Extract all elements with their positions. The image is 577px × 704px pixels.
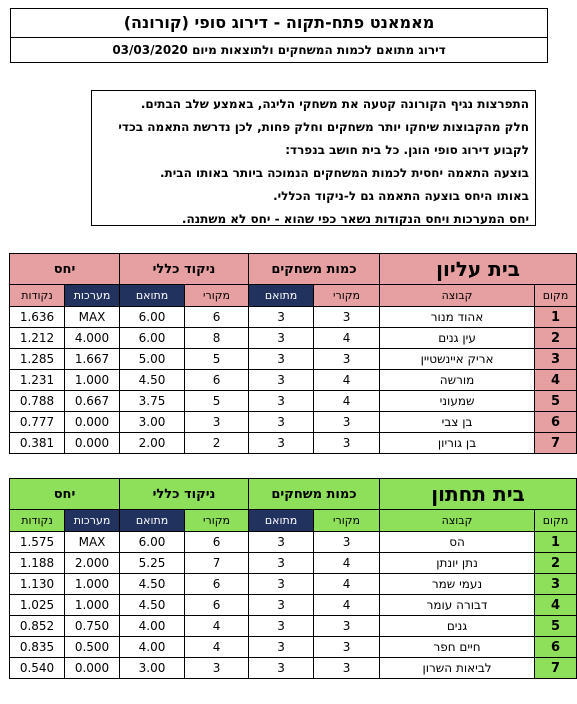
score-adjusted-cell: 3.75 bbox=[120, 391, 185, 412]
team-cell: נתן יונתן bbox=[380, 553, 535, 574]
score-original-cell: 4 bbox=[185, 616, 249, 637]
score-original-cell: 3 bbox=[185, 412, 249, 433]
explanation-box bbox=[91, 90, 536, 226]
games-original-cell: 4 bbox=[314, 370, 380, 391]
sets-ratio-cell: 1.000 bbox=[65, 595, 120, 616]
games-adjusted-cell: 3 bbox=[249, 595, 314, 616]
rank-cell: 2 bbox=[535, 328, 577, 349]
table-row bbox=[10, 574, 577, 595]
document-subtitle: דירוג מתואם לכמות המשחקים ולתוצאות מיום 03/03/2020 bbox=[112, 43, 446, 57]
games-original-cell: 3 bbox=[314, 637, 380, 658]
games-original-cell: 4 bbox=[314, 574, 380, 595]
table-row bbox=[10, 349, 577, 370]
score-adjusted-cell: 5.25 bbox=[120, 553, 185, 574]
table-row bbox=[10, 412, 577, 433]
games-original-cell: 3 bbox=[314, 307, 380, 328]
rank-cell: 2 bbox=[535, 553, 577, 574]
team-cell: הס bbox=[380, 532, 535, 553]
games-adjusted-header: מתואם bbox=[249, 285, 314, 307]
score-adjusted-cell: 4.50 bbox=[120, 370, 185, 391]
sets-ratio-cell: 0.000 bbox=[65, 412, 120, 433]
column-header-row bbox=[10, 510, 577, 532]
games-adjusted-cell: 3 bbox=[249, 349, 314, 370]
points-ratio-cell: 0.777 bbox=[10, 412, 65, 433]
explanation-line: לקבוע דירוג סופי הוגן. כל בית חושב בנפרד: bbox=[285, 143, 529, 157]
games-adjusted-cell: 3 bbox=[249, 307, 314, 328]
games-adjusted-cell: 3 bbox=[249, 412, 314, 433]
score-adjusted-cell: 6.00 bbox=[120, 328, 185, 349]
document-title: מאמאנט פתח-תקוה - דירוג סופי (קורונה) bbox=[11, 9, 547, 38]
points-ratio-cell: 0.540 bbox=[10, 658, 65, 679]
team-cell: אריק איינשטיין bbox=[380, 349, 535, 370]
sets-ratio-cell: 0.500 bbox=[65, 637, 120, 658]
points-ratio-cell: 1.130 bbox=[10, 574, 65, 595]
team-cell: שמעוני bbox=[380, 391, 535, 412]
score-adjusted-cell: 2.00 bbox=[120, 433, 185, 454]
team-cell: נעמי שמר bbox=[380, 574, 535, 595]
score-adjusted-cell: 6.00 bbox=[120, 532, 185, 553]
table-row bbox=[10, 637, 577, 658]
lower-group-table bbox=[9, 478, 577, 679]
score-adjusted-cell: 6.00 bbox=[120, 307, 185, 328]
games-adjusted-cell: 3 bbox=[249, 658, 314, 679]
table-row bbox=[10, 595, 577, 616]
group-title: בית תחתון bbox=[380, 479, 577, 510]
table-row bbox=[10, 658, 577, 679]
rank-cell: 5 bbox=[535, 616, 577, 637]
points-ratio-cell: 1.188 bbox=[10, 553, 65, 574]
explanation-line: יחס המערכות ויחס הנקודות נשאר כפי שהוא - יחס לא משתנה. bbox=[181, 212, 529, 226]
games-original-cell: 3 bbox=[314, 532, 380, 553]
score-adjusted-cell: 4.00 bbox=[120, 637, 185, 658]
games-original-cell: 3 bbox=[314, 616, 380, 637]
table-row bbox=[10, 391, 577, 412]
score-original-cell: 5 bbox=[185, 391, 249, 412]
upper-group-table bbox=[9, 253, 577, 454]
score-adjusted-header: מתואם bbox=[120, 285, 185, 307]
games-adjusted-cell: 3 bbox=[249, 616, 314, 637]
score-original-cell: 6 bbox=[185, 595, 249, 616]
games-original-header: מקורי bbox=[314, 510, 380, 532]
table-row bbox=[10, 616, 577, 637]
team-header: קבוצה bbox=[380, 510, 535, 532]
team-cell: בן צבי bbox=[380, 412, 535, 433]
rank-cell: 6 bbox=[535, 412, 577, 433]
team-cell: מורשה bbox=[380, 370, 535, 391]
sets-ratio-cell: MAX bbox=[65, 307, 120, 328]
rank-cell: 3 bbox=[535, 349, 577, 370]
points-ratio-cell: 0.835 bbox=[10, 637, 65, 658]
rank-cell: 4 bbox=[535, 595, 577, 616]
rank-cell: 3 bbox=[535, 574, 577, 595]
score-adjusted-cell: 5.00 bbox=[120, 349, 185, 370]
points-ratio-cell: 0.788 bbox=[10, 391, 65, 412]
team-cell: גנים bbox=[380, 616, 535, 637]
sets-ratio-header: מערכות bbox=[65, 285, 120, 307]
score-adjusted-cell: 3.00 bbox=[120, 658, 185, 679]
games-adjusted-cell: 3 bbox=[249, 553, 314, 574]
team-cell: בן גוריון bbox=[380, 433, 535, 454]
score-adjusted-cell: 3.00 bbox=[120, 412, 185, 433]
ratio-group-label: יחס bbox=[10, 254, 120, 285]
games-adjusted-cell: 3 bbox=[249, 574, 314, 595]
explanation-line: חלק מהקבוצות שיחקו יותר משחקים וחלק פחות, לכן נדרשת התאמה בכדי bbox=[118, 120, 529, 134]
games-adjusted-cell: 3 bbox=[249, 637, 314, 658]
points-ratio-cell: 1.575 bbox=[10, 532, 65, 553]
sets-ratio-cell: 1.000 bbox=[65, 370, 120, 391]
score-original-cell: 5 bbox=[185, 349, 249, 370]
table-row bbox=[10, 433, 577, 454]
sets-ratio-cell: 1.667 bbox=[65, 349, 120, 370]
rank-header: מקום bbox=[535, 510, 577, 532]
points-ratio-header: נקודות bbox=[10, 510, 65, 532]
points-ratio-cell: 1.212 bbox=[10, 328, 65, 349]
team-cell: אהוד מנור bbox=[380, 307, 535, 328]
games-original-cell: 4 bbox=[314, 391, 380, 412]
sets-ratio-header: מערכות bbox=[65, 510, 120, 532]
games-adjusted-header: מתואם bbox=[249, 510, 314, 532]
points-ratio-cell: 1.231 bbox=[10, 370, 65, 391]
games-original-cell: 3 bbox=[314, 433, 380, 454]
points-ratio-cell: 1.285 bbox=[10, 349, 65, 370]
score-adjusted-cell: 4.00 bbox=[120, 616, 185, 637]
rank-cell: 5 bbox=[535, 391, 577, 412]
score-original-cell: 7 bbox=[185, 553, 249, 574]
score-original-cell: 4 bbox=[185, 637, 249, 658]
table-row bbox=[10, 553, 577, 574]
score-group-label: ניקוד כללי bbox=[120, 479, 249, 510]
team-cell: עין גנים bbox=[380, 328, 535, 349]
score-original-cell: 2 bbox=[185, 433, 249, 454]
score-original-cell: 6 bbox=[185, 532, 249, 553]
sets-ratio-cell: 0.000 bbox=[65, 658, 120, 679]
rank-cell: 1 bbox=[535, 532, 577, 553]
team-header: קבוצה bbox=[380, 285, 535, 307]
score-original-cell: 6 bbox=[185, 307, 249, 328]
group-header-row bbox=[10, 479, 577, 510]
score-adjusted-cell: 4.50 bbox=[120, 595, 185, 616]
score-original-cell: 6 bbox=[185, 370, 249, 391]
games-original-header: מקורי bbox=[314, 285, 380, 307]
team-cell: לביאות השרון bbox=[380, 658, 535, 679]
games-original-cell: 4 bbox=[314, 553, 380, 574]
column-header-row bbox=[10, 285, 577, 307]
table-row bbox=[10, 532, 577, 553]
rank-cell: 6 bbox=[535, 637, 577, 658]
group-header-row bbox=[10, 254, 577, 285]
points-ratio-cell: 1.025 bbox=[10, 595, 65, 616]
games-original-cell: 4 bbox=[314, 328, 380, 349]
table-row bbox=[10, 307, 577, 328]
explanation-line: באותו היחס בוצעה התאמה גם ל-ניקוד הכללי. bbox=[273, 189, 529, 203]
score-original-header: מקורי bbox=[185, 510, 249, 532]
games-adjusted-cell: 3 bbox=[249, 328, 314, 349]
score-original-header: מקורי bbox=[185, 285, 249, 307]
team-cell: דבורה עומר bbox=[380, 595, 535, 616]
rank-cell: 7 bbox=[535, 658, 577, 679]
games-original-cell: 3 bbox=[314, 349, 380, 370]
games-adjusted-cell: 3 bbox=[249, 370, 314, 391]
ratio-group-label: יחס bbox=[10, 479, 120, 510]
sets-ratio-cell: MAX bbox=[65, 532, 120, 553]
games-group-label: כמות משחקים bbox=[249, 479, 380, 510]
score-original-cell: 3 bbox=[185, 658, 249, 679]
rank-header: מקום bbox=[535, 285, 577, 307]
points-ratio-cell: 0.852 bbox=[10, 616, 65, 637]
sets-ratio-cell: 1.000 bbox=[65, 574, 120, 595]
points-ratio-cell: 1.636 bbox=[10, 307, 65, 328]
score-adjusted-cell: 4.50 bbox=[120, 574, 185, 595]
rank-cell: 7 bbox=[535, 433, 577, 454]
sets-ratio-cell: 4.000 bbox=[65, 328, 120, 349]
games-adjusted-cell: 3 bbox=[249, 532, 314, 553]
sets-ratio-cell: 0.000 bbox=[65, 433, 120, 454]
sets-ratio-cell: 2.000 bbox=[65, 553, 120, 574]
games-adjusted-cell: 3 bbox=[249, 391, 314, 412]
table-row bbox=[10, 370, 577, 391]
games-original-cell: 4 bbox=[314, 595, 380, 616]
group-title: בית עליון bbox=[380, 254, 577, 285]
score-original-cell: 6 bbox=[185, 574, 249, 595]
games-original-cell: 3 bbox=[314, 412, 380, 433]
points-ratio-header: נקודות bbox=[10, 285, 65, 307]
table-row bbox=[10, 328, 577, 349]
sets-ratio-cell: 0.750 bbox=[65, 616, 120, 637]
rank-cell: 4 bbox=[535, 370, 577, 391]
sets-ratio-cell: 0.667 bbox=[65, 391, 120, 412]
score-group-label: ניקוד כללי bbox=[120, 254, 249, 285]
games-group-label: כמות משחקים bbox=[249, 254, 380, 285]
rank-cell: 1 bbox=[535, 307, 577, 328]
team-cell: חיים חפר bbox=[380, 637, 535, 658]
score-adjusted-header: מתואם bbox=[120, 510, 185, 532]
explanation-line: התפרצות נגיף הקורונה קטעה את משחקי הליגה, באמצע שלב הבתים. bbox=[140, 97, 529, 111]
games-adjusted-cell: 3 bbox=[249, 433, 314, 454]
explanation-line: בוצעה התאמה יחסית לכמות המשחקים הנמוכה ביותר באותו הבית. bbox=[159, 166, 529, 180]
points-ratio-cell: 0.381 bbox=[10, 433, 65, 454]
score-original-cell: 8 bbox=[185, 328, 249, 349]
document-header bbox=[10, 8, 548, 63]
games-original-cell: 3 bbox=[314, 658, 380, 679]
